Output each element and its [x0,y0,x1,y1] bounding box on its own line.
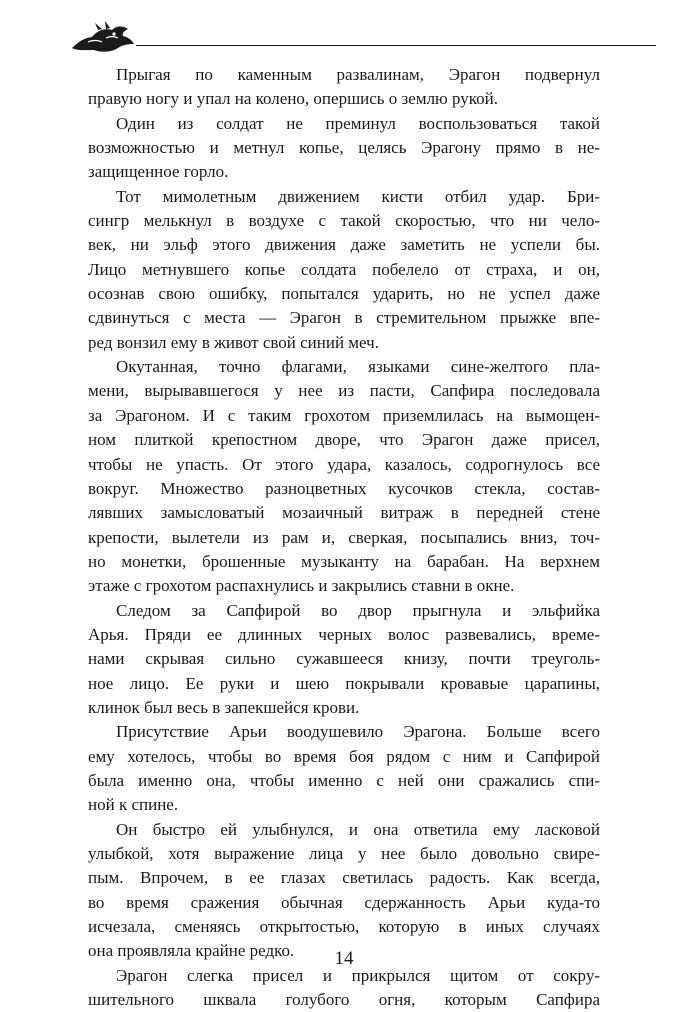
header-rule [136,45,656,46]
text-line: во время сражения обычная сдержанность Арьи куда-то [88,892,600,912]
text-line: но монетки, брошенные музыканту на барабан. На верхнем [88,551,600,571]
text-line: сдвинуться с места — Эрагон в стремительном прыжке впе- [88,308,600,328]
text-line: Лицо метнувшего копье солдата побелело от страха, и он, [88,259,600,279]
text-line: мени, вырывавшегося у нее из пасти, Сапфира последовала [88,381,600,401]
text-line: ном плиткой крепостном дворе, что Эрагон даже присел, [88,430,600,450]
text-line: Один из солдат не преминул воспользоваться такой [116,113,600,133]
text-line: Он быстро ей улыбнулся, и она ответила ему ласковой [116,819,600,839]
text-line: Окутанная, точно флагами, языками сине-желтого пла- [116,357,600,377]
text-line: ему хотелось, чтобы во время боя рядом с ним и Сапфирой [88,746,600,766]
text-line: чтобы не упасть. От этого удара, казалось, содрогнулось все [88,454,600,474]
text-line: за Эрагоном. И с таким грохотом приземлилась на вымощен- [88,405,600,425]
text-line: она проявляла крайне редко. [88,941,295,961]
text-line: ное лицо. Ее руки и шею покрывали кровавые царапины, [88,673,600,693]
text-line: Арья. Пряди ее длинных черных волос развевались, време- [88,624,600,644]
text-line: улыбкой, хотя выражение лица у нее было довольно свире- [88,844,600,863]
text-line: нами скрывая сильно сужавшееся книзу, почти треуголь- [88,649,600,669]
page-header [68,20,658,60]
text-line: Следом за Сапфирой во двор прыгнула и эльфийка [116,600,600,620]
text-line: возможностью и метнул копье, целясь Эрагону прямо в не- [88,138,600,158]
text-line: вокруг. Множество разноцветных кусочков стекла, состав- [88,478,600,498]
text-line: Присутствие Арьи воодушевило Эрагона. Больше всего [116,722,600,742]
text-line: сингр мелькнул в воздухе с такой скоростью, что ни чело- [88,211,600,231]
text-line: Прыгая по каменным развалинам, Эрагон подвернул [116,65,600,84]
text-line: защищенное горло. [88,162,229,182]
text-line: исчезала, сменяясь открытостью, которую в иных случаях [88,917,600,937]
text-line: ред вонзил ему в живот свой синий меч. [88,332,379,352]
text-line: правую ногу и упал на колено, опершись о землю рукой. [88,89,499,109]
text-line: пым. Впрочем, в ее глазах светилась радость. Как всегда, [88,868,600,888]
text-line: этаже с грохотом распахнулись и закрылись ставни в окне. [88,576,515,596]
text-line: лявших замысловатый мозаичный витраж в передней стене [88,503,600,523]
text-line: Тот мимолетным движением кисти отбил удар. Бри- [116,186,600,206]
text-line: Эрагон слегка присел и прикрылся щитом от сокру- [116,965,600,985]
body-text [88,63,600,1012]
text-line: крепости, вылетели из рам и, сверкая, посыпались вниз, точ- [88,527,600,547]
dragon-head-icon [68,20,138,58]
page-number: 14 [334,948,354,969]
text-line: была именно она, чтобы именно с ней они сражались спи- [88,770,600,790]
text-line: ной к спине. [88,795,179,815]
text-line: шительного шквала голубого огня, которым Сапфира [88,990,600,1010]
text-line: клинок был весь в запекшейся крови. [88,697,360,717]
text-line: осознав свою ошибку, попытался ударить, но не успел даже [88,284,600,304]
text-line: век, ни эльф этого движения даже заметить не успели бы. [88,235,600,255]
